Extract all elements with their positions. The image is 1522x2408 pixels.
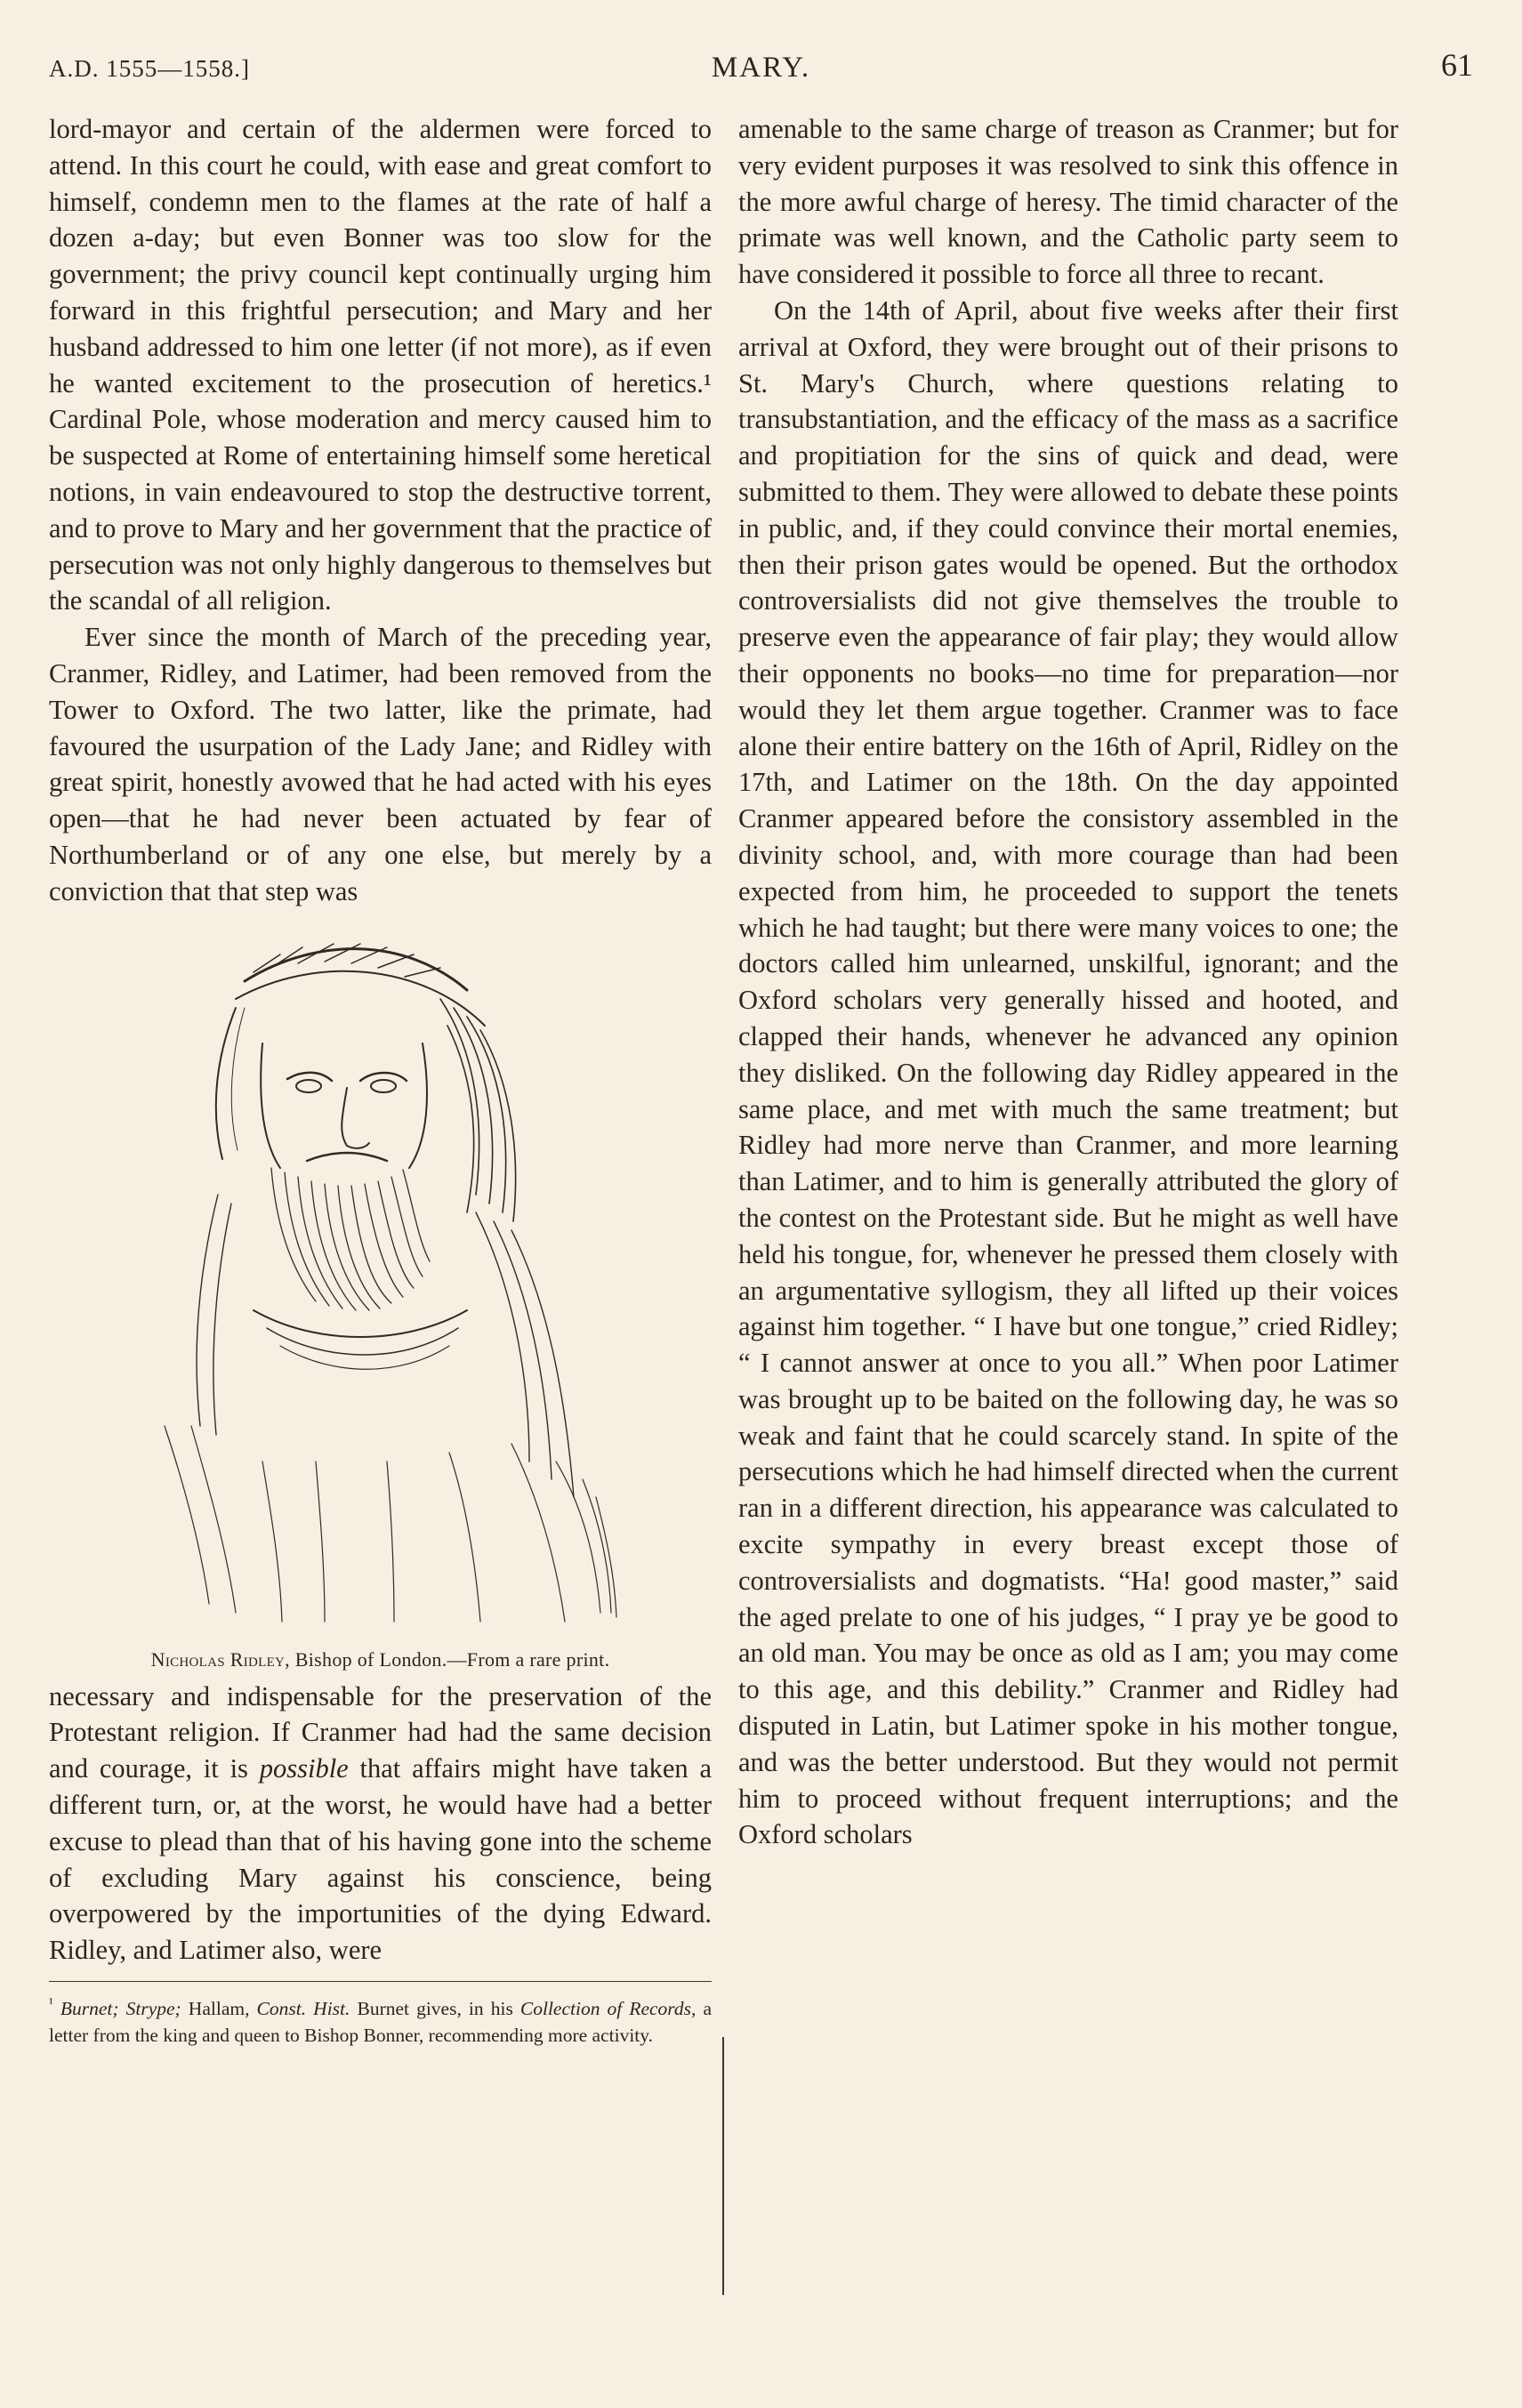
left-paragraph-3-part-b: that affairs might have taken a different turn, or, at the worst, he would have had a better excuse to plead than that of his having gone into the scheme of excluding Mary against his conscience, being overpowered by the importunities of the dying Edward. Ridley, and Latimer also, were	[49, 1753, 712, 1966]
figure-caption	[49, 1647, 712, 1673]
right-paragraph-2: On the 14th of April, about five weeks after their first arrival at Oxford, they were brought out of their prisons to St. Mary's Church, where questions relating to transubstantiation, and the efficacy of the mass as a sacrifice and propitiation for the sins of quick and dead, were submitted to them. They were allowed to debate these points in public, and, if they could convince their mortal enemies, then their prison gates would be opened. But the orthodox controversialists did not give themselves the trouble to preserve even the appearance of fair play; they would allow their opponents no books—no time for preparation—nor would they let them argue together. Cranmer was to face alone their entire battery on the 16th of April, Ridley on the 17th, and Latimer on the 18th. On the day appointed Cranmer appeared before the consistory assembled in the divinity school, and, with more courage than had been expected from him, he proceeded to support the tenets which he had taught; but there were many voices to one; the doctors called him unlearned, unskilful, ignorant; and the Oxford scholars very generally hissed and hooted, and clapped their hands, whenever he advanced any opinion they disliked. On the following day Ridley appeared in the same place, and met with much the same treatment; but Ridley had more nerve than Cranmer, and more learning than Latimer, and to him is generally attributed the glory of the contest on the Protestant side. But he might as well have held his tongue, for, whenever he pressed them closely with an argumentative syllogism, they all lifted up their voices against him together. “ I have but one tongue,” cried Ridley; “ I cannot answer at once to you all.” When poor Latimer was brought up to be baited on the following day, he was so weak and faint that he could scarcely stand. In spite of the persecutions which he had himself directed when the current ran in a different direction, his appearance was calculated to excite sympathy in every breast except those of controversialists and dogmatists. “Ha! good master,” said the aged prelate to one of his judges, “ I pray ye be good to an old man. You may be once as old as I am; you may come to this age, and this debility.” Cranmer and Ridley had disputed in Latin, but Latimer spoke in his mother tongue, and was the better understood. But they would not permit him to proceed without frequent interruptions; and the Oxford scholars	[738, 294, 1398, 1850]
header-title: MARY.	[711, 52, 811, 84]
caption-name: Nicholas Ridley,	[150, 1647, 290, 1671]
left-paragraph-3-part-a: necessary and indispensable for the preservation of the Protestant religion. If Cranmer had had the same decision and courage, it is	[49, 1680, 712, 1784]
footnote-part-d: Burnet gives, in his	[350, 1998, 520, 2020]
caption-description: Bishop of London.—From a rare print.	[289, 1647, 610, 1671]
column-divider	[722, 2037, 724, 2295]
page-number: 61	[1441, 47, 1473, 83]
left-paragraph-3	[49, 1679, 712, 1969]
left-paragraph-1: lord-mayor and certain of the aldermen were forced to attend. In this court he could, with ease and great comfort to himself, condemn men to the flames at the rate of half a dozen a-day; but even Bonner was too slow for the government; the privy council kept continually urging him forward in this frightful persecution; and Mary and her husband addressed to him one letter (if not more), as if even he wanted excitement to the prosecution of heretics.¹ Cardinal Pole, whose moderation and mercy caused him to be suspected at Rome of entertaining himself some heretical notions, in vain endeavoured to stop the destructive torrent, and to prove to Mary and her government that the practice of persecution was not only highly dangerous to themselves but the scandal of all religion.	[49, 114, 712, 616]
right-column	[738, 111, 1398, 1853]
ridley-portrait-illustration	[49, 928, 712, 1639]
footnote-part-a: Burnet; Strype;	[60, 1998, 181, 2020]
footnote-part-c: Const. Hist.	[256, 1998, 350, 2020]
header-date-range: A.D. 1555—1558.]	[49, 55, 250, 82]
running-head	[49, 46, 1473, 91]
portrait-engraving	[49, 928, 712, 1639]
footnote-part-e: Collection of Records,	[519, 1998, 697, 2020]
left-paragraph-3-italic: possible	[259, 1753, 349, 1784]
right-paragraph-1: amenable to the same charge of treason as Cranmer; but for very evident purposes it was resolved to sink this offence in the more awful charge of heresy. The timid character of the primate was well known, and the Catholic party seem to have considered it possible to force all three to recant.	[738, 114, 1398, 290]
left-column	[49, 111, 712, 2049]
footnote-rule	[49, 1981, 712, 1982]
footnote-part-b: Hallam,	[181, 1998, 257, 2020]
footnote	[49, 1991, 712, 2049]
left-paragraph-2: Ever since the month of March of the preceding year, Cranmer, Ridley, and Latimer, had been removed from the Tower to Oxford. The two latter, like the primate, had favoured the usurpation of the Lady Jane; and Ridley with great spirit, honestly avowed that he had acted with his eyes open—that he had never been actuated by fear of Northumberland or of any one else, but merely by a conviction that that step was	[49, 622, 712, 906]
footnote-marker: ¹	[49, 1995, 53, 2011]
footnote-part-f: a letter from the king and queen to Bishop Bonner, recommending more activity.	[49, 1998, 712, 2047]
